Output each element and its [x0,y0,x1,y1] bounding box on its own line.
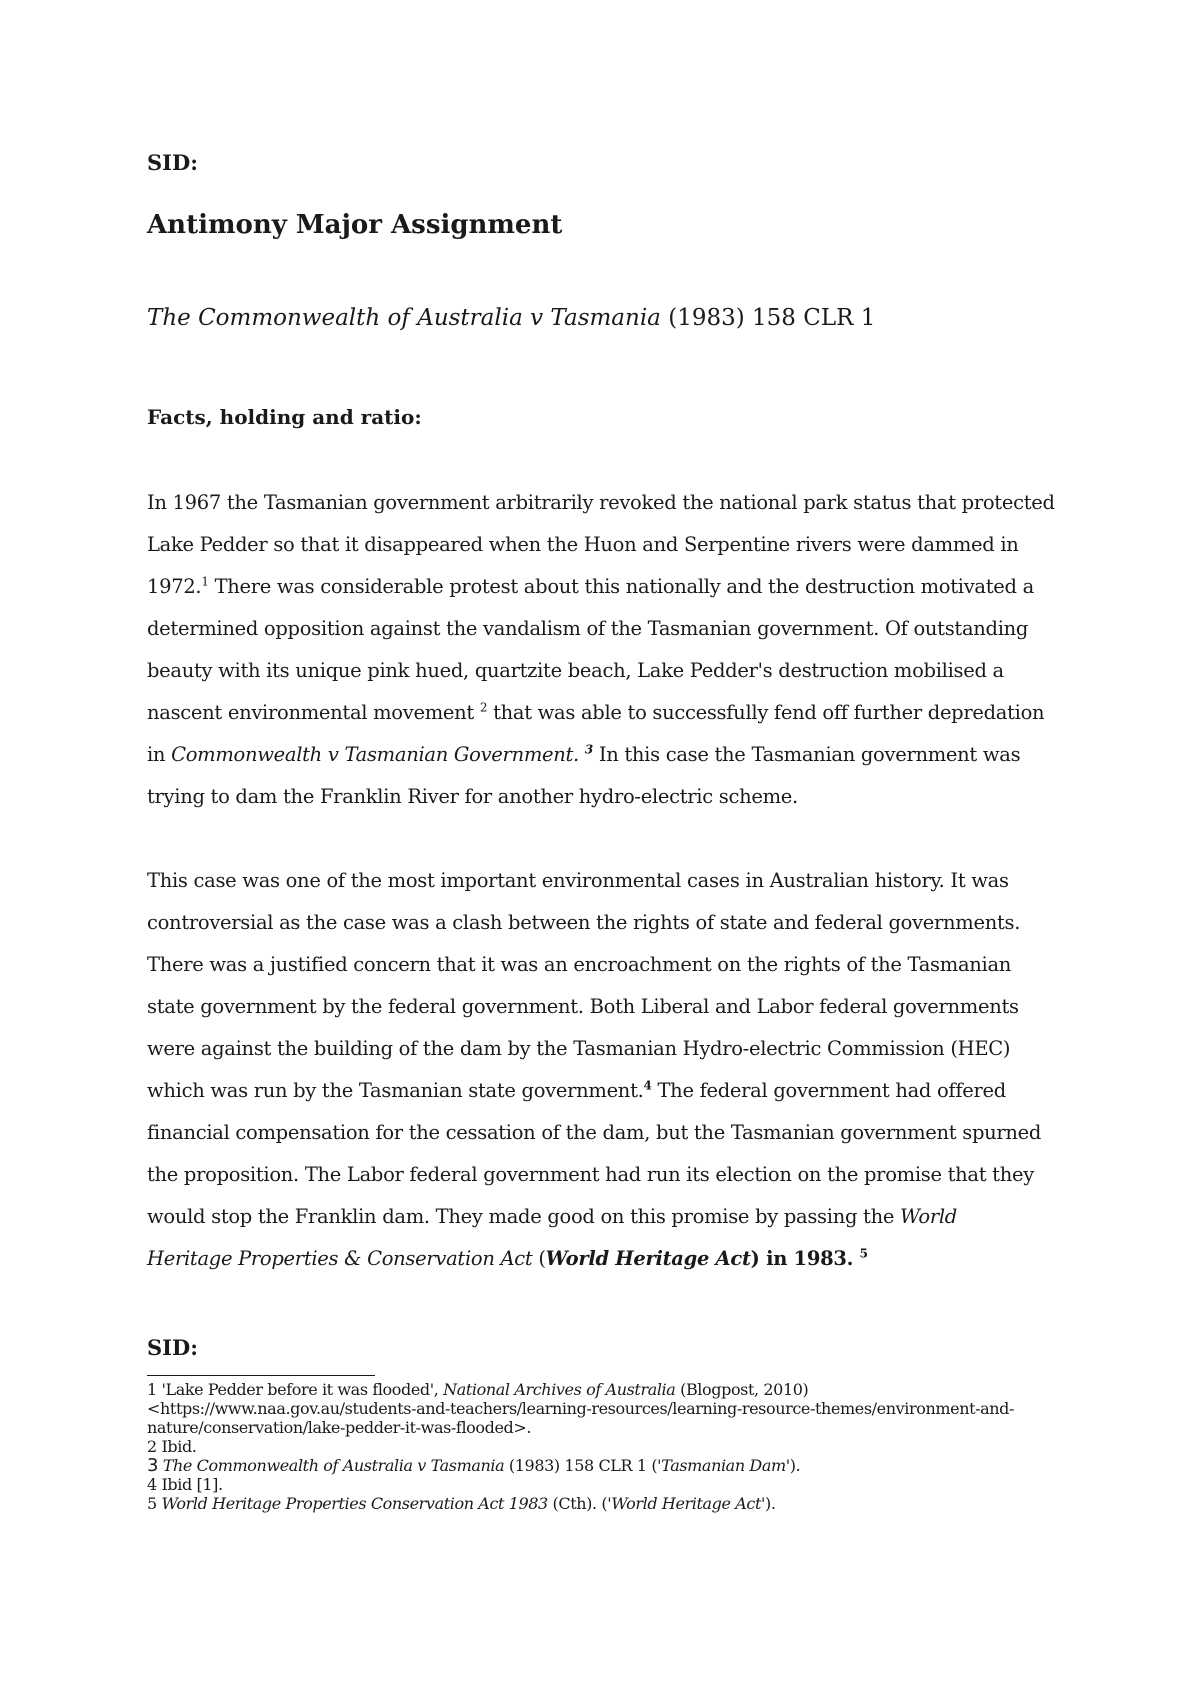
text-run: ) in 1983. [750,1247,860,1270]
section-heading: Facts, holding and ratio: [147,405,422,429]
footnote-ref[interactable]: 2 [479,700,488,715]
footnote-number: 3 [147,1455,159,1476]
text-run: National Archives of Australia [443,1380,676,1399]
text-run: In this case the Tasmanian government was [592,743,1021,766]
text-run: '). [785,1456,801,1475]
paragraph-line: Lake Pedder so that it disappeared when the Huon and Serpentine rivers were dammed in [147,533,1019,556]
footnote-3 [147,1456,1014,1475]
text-run: World Heritage Properties Conservation Act 1983 [161,1494,548,1513]
act-short-name: World Heritage Act [545,1247,751,1270]
sid-label: SID: [147,150,198,175]
paragraph-line: the proposition. The Labor federal government had run its election on the promise that they [147,1163,1034,1186]
text-run: World Heritage Act [611,1494,762,1513]
text-run: The Commonwealth of Australia v Tasmania [162,1456,505,1475]
text-run: (1983) 158 CLR 1 (' [504,1456,662,1475]
paragraph-line: This case was one of the most important environmental cases in Australian history. It was [147,869,1009,892]
text-run: which was run by the Tasmanian state government. [147,1079,644,1102]
case-title [147,305,875,331]
case-reference: Commonwealth v Tasmanian Government. [171,743,579,766]
act-name: Heritage Properties & Conservation Act [147,1247,533,1270]
footnote-5 [147,1494,1014,1513]
case-citation: (1983) 158 CLR 1 [660,305,876,331]
footnote-ref[interactable]: 4 [643,1078,652,1093]
text-run: nascent environmental movement [147,701,480,724]
act-name: World [899,1205,957,1228]
text-run: (Blogpost, 2010) [675,1380,809,1399]
footnote-2: 2 Ibid. [147,1437,197,1456]
footnote-ref[interactable]: 1 [201,574,209,589]
paragraph-line: determined opposition against the vandalism of the Tasmanian government. Of outstanding [147,617,1029,640]
paragraph-line: In 1967 the Tasmanian government arbitrarily revoked the national park status that protected [147,491,1055,514]
paragraph-line: trying to dam the Franklin River for another hydro-electric scheme. [147,785,798,808]
paragraph-line [147,692,1055,734]
paragraph-line [147,734,1055,776]
paragraph-line: There was a justified concern that it was an encroachment on the rights of the Tasmanian [147,953,1012,976]
text-run: in [147,743,172,766]
footnote-separator [147,1375,375,1376]
text-run: (Cth). (' [547,1494,612,1513]
paragraph-line [147,1070,1041,1112]
footer-sid-label: SID: [147,1335,198,1360]
text-run: Tasmanian Dam [661,1456,786,1475]
text-run: 1 'Lake Pedder before it was flooded', [147,1380,444,1399]
footnote-ref[interactable]: 3 [584,742,593,757]
text-run: The federal government had offered [651,1079,1006,1102]
footnote-4: 4 Ibid [1]. [147,1475,223,1494]
text-run: 1972. [147,575,202,598]
paragraph-line: state government by the federal government. Both Liberal and Labor federal governments [147,995,1019,1018]
footnote-ref[interactable]: 5 [859,1246,868,1261]
paragraph-1 [147,482,1055,818]
paragraph-line: financial compensation for the cessation of the dam, but the Tasmanian government spurned [147,1121,1042,1144]
paragraph-line [147,566,1055,608]
paragraph-line: beauty with its unique pink hued, quartzite beach, Lake Pedder's destruction mobilised a [147,659,1004,682]
case-name: The Commonwealth of Australia v Tasmania [147,305,661,331]
paragraph-line: were against the building of the dam by the Tasmanian Hydro-electric Commission (HEC) [147,1037,1011,1060]
paragraph-line [147,1196,1041,1238]
text-run: There was considerable protest about this nationally and the destruction motivated a [208,575,1034,598]
footnote-1 [147,1380,1014,1399]
text-run: would stop the Franklin dam. They made good on this promise by passing the [147,1205,900,1228]
paragraph-2 [147,860,1041,1280]
footnotes [147,1380,1014,1513]
footnote-number: 5 [147,1494,162,1513]
text-run: '). [761,1494,776,1513]
text-run: that was able to successfully fend off further depredation [487,701,1045,724]
paragraph-line [147,1238,1041,1280]
paragraph-line: controversial as the case was a clash between the rights of state and federal governments. [147,911,1021,934]
footnote-1-url[interactable]: <https://www.naa.gov.au/students-and-teachers/learning-resources/learning-resource-themes/environment-and- [147,1399,1015,1418]
footnote-1-url-cont[interactable]: nature/conservation/lake-pedder-it-was-flooded>. [147,1418,532,1437]
text-run: ( [532,1247,546,1270]
document-title: Antimony Major Assignment [147,210,563,240]
